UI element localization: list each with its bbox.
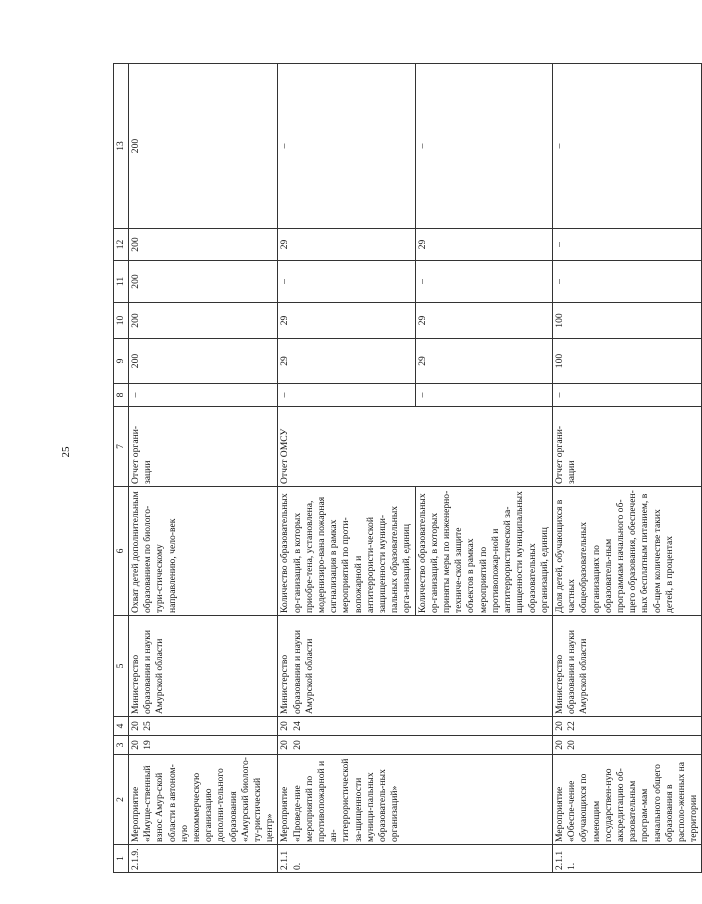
table-row <box>552 64 701 873</box>
indicator: Количество образовательных ор-ганизаций, в которых приняты меры по инженерно-техниче-ской защите объектов в рамках мероприятий по противопожар-ной и антитеррористической за-щищенности муниципальных образовательных организаций, единиц <box>415 487 552 616</box>
value-col13: – <box>552 64 701 229</box>
header-row <box>114 64 129 873</box>
table-row <box>129 64 278 873</box>
header-cell: 9 <box>114 339 129 384</box>
value-col10: 100 <box>552 303 701 339</box>
header-cell: 4 <box>114 717 129 736</box>
value-col13: – <box>415 64 552 229</box>
header-cell: 12 <box>114 229 129 261</box>
event-name: Мероприятие «Имуще-ственный взнос Амур-ской области в автоном-ную некоммерческую организацию дополни-тельного образования «Амурский биолого-ту-ристический центр» <box>129 755 278 845</box>
value-col12: 29 <box>278 229 415 261</box>
event-name: Мероприятие «Проведе-ние мероприятий по противопожарной и ан-титеррористической за-щищенности муници-пальных образователь-ных организаций» <box>278 755 552 845</box>
event-name: Мероприятие «Обеспе-чение обучающихся по имеющим государствен-ную аккредитацию об-разовательным програм-мам начального общего образования в располо-женных на территории <box>552 755 701 845</box>
value-col13: – <box>278 64 415 229</box>
end-year: 2024 <box>278 717 552 736</box>
start-year: 2019 <box>129 736 278 755</box>
value-col10: 29 <box>415 303 552 339</box>
header-cell: 2 <box>114 755 129 845</box>
header-cell: 3 <box>114 736 129 755</box>
value-col9: 29 <box>415 339 552 384</box>
table-row <box>278 64 415 873</box>
start-year: 2020 <box>552 736 701 755</box>
data-source: Отчет ОМСУ <box>278 407 552 487</box>
indicator: Доля детей, обучающихся в частных общеобразовательных организациях по образователь-ным программам начального об-щего образования, обеспечен-ных бесплатным питанием, в об-щем количестве таких детей, в процентах <box>552 487 701 616</box>
end-year: 2025 <box>129 717 278 736</box>
value-col9: 200 <box>129 339 278 384</box>
value-col9: 29 <box>278 339 415 384</box>
value-col11: 200 <box>129 261 278 303</box>
header-cell: 7 <box>114 407 129 487</box>
header-cell: 10 <box>114 303 129 339</box>
row-number: 2.1.9. <box>129 845 278 873</box>
page-number: 25 <box>60 446 72 458</box>
data-source: Отчет органи-зации <box>129 407 278 487</box>
row-number: 2.1.11. <box>552 845 701 873</box>
indicator: Охват детей дополнительным образованием по биолого-тури-стическому направлению, чело-век <box>129 487 278 616</box>
header-cell: 5 <box>114 616 129 717</box>
value-col8: – <box>129 384 278 407</box>
value-col10: 200 <box>129 303 278 339</box>
value-col9: 100 <box>552 339 701 384</box>
executor: Министерство образования и науки Амурской области <box>129 616 278 717</box>
program-table <box>113 63 702 873</box>
value-col11: – <box>415 261 552 303</box>
value-col8: – <box>278 384 415 407</box>
indicator: Количество образовательных ор-ганизаций, в которых приобре-тена, установлена, модернизиро-вана пожарная сигнализация в рамках мероприятий по проти-вопожарной и антитеррористи-ческой защищенности муници-пальных образовательных орга-низаций, единиц <box>278 487 415 616</box>
value-col8: – <box>415 384 552 407</box>
end-year: 2022 <box>552 717 701 736</box>
rotated-table-container <box>113 64 700 873</box>
value-col8: – <box>552 384 701 407</box>
value-col12: – <box>552 229 701 261</box>
header-cell: 6 <box>114 487 129 616</box>
header-cell: 11 <box>114 261 129 303</box>
row-number: 2.1.10. <box>278 845 552 873</box>
executor: Министерство образования и науки Амурской области <box>278 616 552 717</box>
data-source: Отчет органи-зации <box>552 407 701 487</box>
value-col10: 29 <box>278 303 415 339</box>
value-col11: – <box>278 261 415 303</box>
value-col12: 29 <box>415 229 552 261</box>
executor: Министерство образования и науки Амурской области <box>552 616 701 717</box>
header-cell: 13 <box>114 64 129 229</box>
header-cell: 8 <box>114 384 129 407</box>
header-cell: 1 <box>114 845 129 873</box>
start-year: 2020 <box>278 736 552 755</box>
value-col13: 200 <box>129 64 278 229</box>
value-col11: – <box>552 261 701 303</box>
value-col12: 200 <box>129 229 278 261</box>
